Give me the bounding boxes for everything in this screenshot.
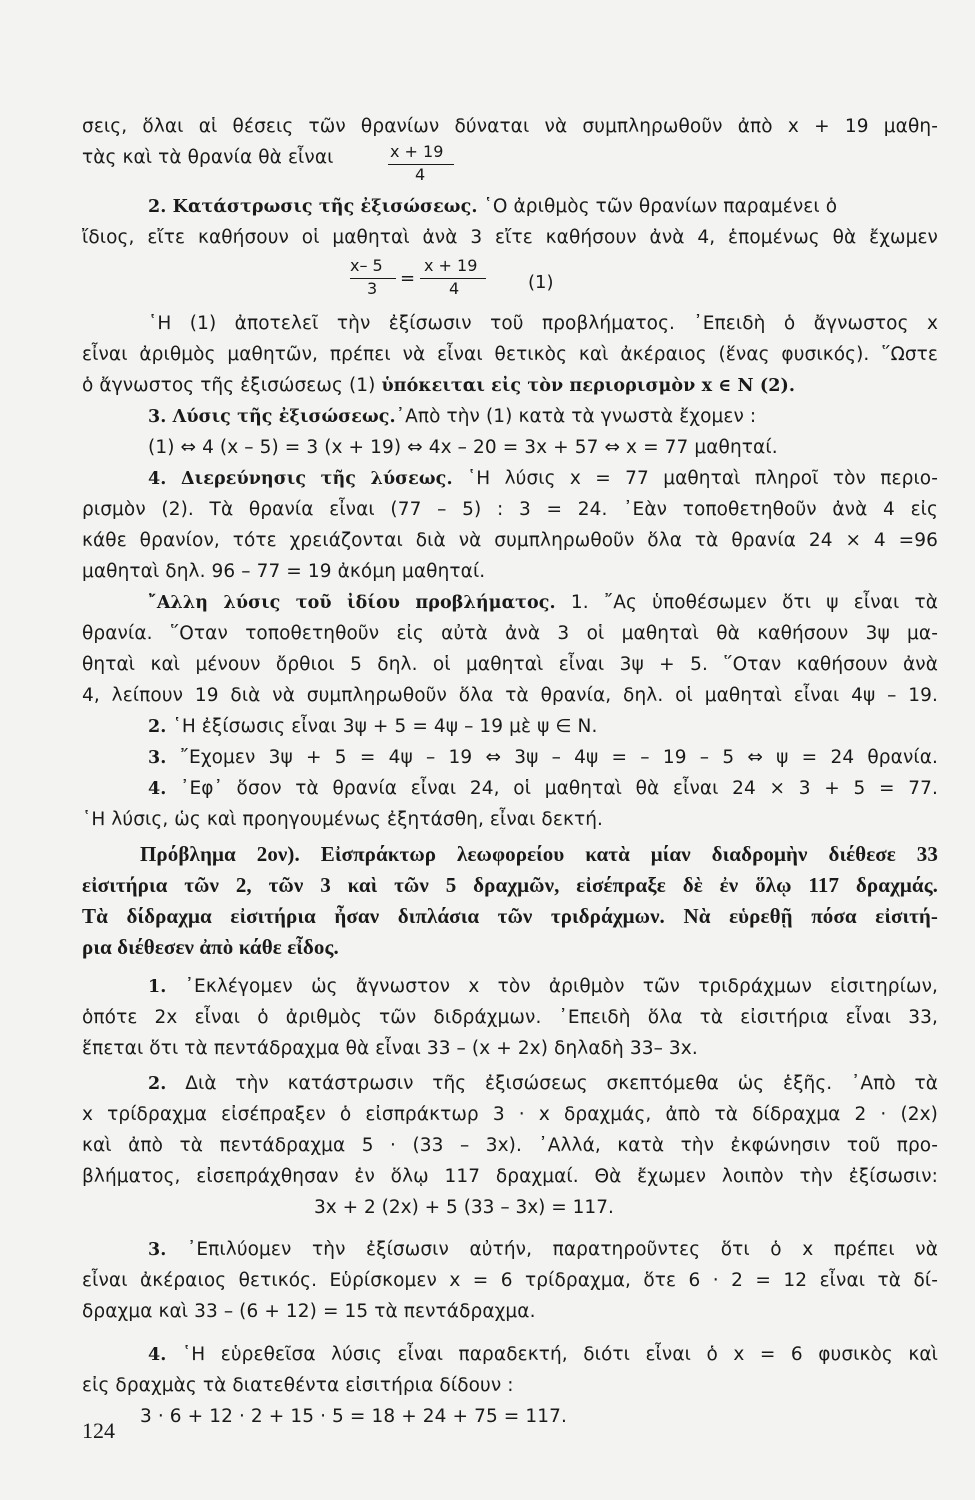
line-text: σεις, ὅλαι αἱ θέσεις τῶν θρανίων δύναται νὰ συμπληρωθοῦν ἀπὸ x + 19 μαθη- [82,116,938,137]
text-line [82,341,938,369]
text-line [148,434,938,462]
text-line [148,1070,938,1098]
bold-constraint: ὑπόκειται εἰς τὸν περιορισμὸν x ∈ N (2). [381,376,796,396]
text-line [82,1035,938,1063]
equation-1 [350,256,610,306]
section-heading: ῎Αλλη λύσις τοῦ ἰδίου προβλήματος. [148,593,556,613]
text-line [82,144,938,172]
line-text: εἰς δραχμὰς τὰ διατεθέντα εἰσιτήρια δίδουν : [82,1375,514,1396]
section-heading: 2. Κατάστρωσις τῆς ἐξισώσεως. [148,197,478,217]
line-text: ἕπεται ὅτι τὰ πεντάδραχμα θὰ εἶναι 33 – (x + 2x) δηλαδὴ 33– 3x. [82,1038,698,1059]
text-line [82,651,938,679]
text-line [82,558,938,586]
line-text: (1) ⇔ 4 (x – 5) = 3 (x + 19) ⇔ 4x – 20 = 3x + 57 ⇔ x = 77 μαθηταί. [148,437,778,458]
line-text: ῾Η εὑρεθεῖσα λύσις εἶναι παραδεκτή, διότι εἶναι ὁ x = 6 φυσικὸς καὶ [181,1344,939,1365]
text-line [148,589,938,617]
text-line [82,682,938,710]
section-heading: 4. Διερεύνησις τῆς λύσεως. [148,469,453,489]
line-text: x τρίδραχμα εἰσέπραξεν ὁ εἰσπράκτωρ 3 · x δραχμάς, ἀπὸ τὰ δίδραχμα 2 · (2x) [82,1104,938,1125]
line-text: ὁπότε 2x εἶναι ὁ ἀριθμὸς τῶν διδράχμων. ᾿Επειδὴ ὅλα τὰ εἰσιτήρια εἶναι 33, [82,1007,938,1028]
text-line [82,1372,938,1400]
line-text: ῾Η (1) ἀποτελεῖ τὴν ἐξίσωσιν τοῦ προβλήματος. ᾿Επειδὴ ὁ ἄγνωστος x [148,313,938,334]
text-line [82,527,938,555]
line-text: εἰσιτήρια τῶν 2, τῶν 3 καὶ τῶν 5 δραχμῶν, εἰσέπραξε δὲ ἐν ὅλῳ 117 δραχμάς. [82,873,938,897]
step-number: 3. [148,1240,167,1260]
line-text: εἶναι ἀριθμὸς μαθητῶν, πρέπει νὰ εἶναι θετικὸς καὶ ἀκέραιος (ἕνας φυσικός). ῞Ωστε [82,344,938,365]
text-line [82,113,938,141]
text-line [148,744,938,772]
text-line [82,496,938,524]
fraction-denominator: 4 [449,279,460,298]
step-number: 2. [148,1074,167,1094]
line-text: ὁ ἄγνωστος τῆς ἐξισώσεως (1) [82,375,376,396]
line-text: 4, λείπουν 19 διὰ νὰ συμπληρωθοῦν ὅλα τὰ θρανία, δηλ. οἱ μαθηταὶ εἶναι 4ψ – 19. [82,685,938,706]
line-text: καὶ ἀπὸ τὰ πεντάδραχμα 5 · (33 – 3x). ᾿Αλλά, κατὰ τὴν ἐκφώνησιν τοῦ προ- [82,1135,938,1156]
step-number: 4. [148,779,167,799]
step-number: 3. [148,748,167,768]
text-line [148,1341,938,1369]
text-line [82,372,938,400]
fraction-denominator: 4 [415,165,426,184]
line-text: μαθηταὶ δηλ. 96 – 77 = 19 ἀκόμη μαθηταί. [82,561,486,582]
equals-sign: = [400,268,416,289]
text-line [82,1004,938,1032]
fraction-denominator: 3 [367,279,378,298]
line-text: Πρόβλημα 2ον). Εἰσπράκτωρ λεωφορείου κατὰ μίαν διαδρομὴν διέθεσε 33 [140,842,938,866]
line-text: ᾿Εφ᾿ ὅσον τὰ θρανία εἶναι 24, οἱ μαθηταὶ θὰ εἶναι 24 × 3 + 5 = 77. [180,778,938,799]
problem-statement-line [82,871,938,899]
page-number: 124 [82,1418,115,1443]
line-text: ῾Ο ἀριθμὸς τῶν θρανίων παραμένει ὁ [483,196,838,217]
line-text: δραχμα καὶ 33 – (6 + 12) = 15 τὰ πεντάδραχμα. [82,1301,536,1322]
line-text: ᾿Απὸ τὴν (1) κατὰ τὰ γνωστὰ ἔχομεν : [395,406,757,427]
equation-label: (1) [528,272,554,293]
text-line [82,224,938,252]
line-text: ρισμὸν (2). Τὰ θρανία εἶναι (77 – 5) : 3 = 24. ᾿Εὰν τοποθετηθοῦν ἀνὰ 4 εἰς [82,499,938,520]
fraction-numerator: x– 5 [350,256,383,275]
line-text: 1. ῎Ας ὑποθέσωμεν ὅτι ψ εἶναι τὰ [570,592,939,613]
line-text: εἶναι ἀκέραιος θετικός. Εὑρίσκομεν x = 6 τρίδραχμα, ὅτε 6 · 2 = 12 εἶναι τὰ δί- [82,1270,938,1291]
line-text: ῎Εχομεν 3ψ + 5 = 4ψ – 19 ⇔ 3ψ – 4ψ = – 19 – 5 ⇔ ψ = 24 θρανία. [179,747,939,768]
line-text: θρανία. ῞Οταν τοποθετηθοῦν εἰς αὐτὰ ἀνὰ 3 οἱ μαθηταὶ θὰ καθήσουν 3ψ μα- [82,623,938,644]
problem-statement-line [82,902,938,930]
step-number: 1. [148,977,167,997]
text-line [82,620,938,648]
text-line [148,713,938,741]
step-number: 2. [148,717,167,737]
text-line [82,1132,938,1160]
text-line [148,465,938,493]
centered-equation [314,1194,614,1222]
text-line [148,1236,938,1264]
fraction-x-plus-19-over-4 [364,142,460,190]
final-equation [140,1403,975,1431]
line-text: ᾿Εκλέγομεν ὡς ἄγνωστον x τὸν ἀριθμὸν τῶν τριδράχμων εἰσιτηρίων, [184,976,939,997]
text-line [82,1298,938,1326]
text-line [82,1163,938,1191]
text-line [82,1267,938,1295]
fraction-numerator: x + 19 [390,142,444,161]
problem-statement-line [82,933,938,961]
fraction-numerator: x + 19 [424,256,478,275]
text-line [82,806,938,834]
line-text: ῾Η λύσις x = 77 μαθηταὶ πληροῖ τὸν περιο- [466,468,938,489]
line-text: κάθε θρανίον, τότε χρειάζονται διὰ νὰ συμπληρωθοῦν ὅλα τὰ θρανία 24 × 4 =96 [82,530,938,551]
line-text: 3x + 2 (2x) + 5 (33 – 3x) = 117. [314,1197,614,1218]
text-line [148,310,938,338]
section-heading: 3. Λύσις τῆς ἐξισώσεως. [148,407,396,427]
step-number: 4. [148,1345,167,1365]
line-text: ῾Η λύσις, ὡς καὶ προηγουμένως ἐξητάσθη, εἶναι δεκτή. [82,809,603,830]
line-text: τὰς καὶ τὰ θρανία θὰ εἶναι [82,147,334,168]
line-text: Τὰ δίδραχμα εἰσιτήρια ἦσαν διπλάσια τῶν τριδράχμων. Νὰ εὑρεθῇ πόσα εἰσιτή- [82,904,938,928]
line-text: Διὰ τὴν κατάστρωσιν τῆς ἐξισώσεως σκεπτόμεθα ὡς ἑξῆς. ᾿Απὸ τὰ [185,1073,938,1094]
line-text: ρια διέθεσεν ἀπὸ κάθε εἶδος. [82,935,339,959]
line-text: βλήματος, εἰσεπράχθησαν ἐν ὅλῳ 117 δραχμαί. Θὰ ἔχωμεν λοιπὸν τὴν ἐξίσωσιν: [82,1166,938,1187]
text-line [148,775,938,803]
line-text: ᾿Επιλύομεν τὴν ἐξίσωσιν αὐτήν, παρατηροῦντες ὅτι ὁ x πρέπει νὰ [187,1239,939,1260]
line-text: 3 · 6 + 12 · 2 + 15 · 5 = 18 + 24 + 75 = 117. [140,1406,567,1427]
text-line [148,973,938,1001]
problem-statement-line [140,840,938,868]
line-text: ῾Η ἐξίσωσις εἶναι 3ψ + 5 = 4ψ – 19 μὲ ψ ∈ N. [172,716,598,737]
line-text: ἴδιος, εἴτε καθήσουν οἱ μαθηταὶ ἀνὰ 3 εἴτε καθήσουν ἀνὰ 4, ἑπομένως θὰ ἔχωμεν [82,227,938,248]
text-line [82,1101,938,1129]
text-line [148,403,938,431]
text-line [148,193,938,221]
line-text: θηταὶ καὶ μένουν ὄρθιοι 5 δηλ. οἱ μαθηταὶ εἶναι 3ψ + 5. ῞Οταν καθήσουν ἀνὰ [82,654,938,675]
